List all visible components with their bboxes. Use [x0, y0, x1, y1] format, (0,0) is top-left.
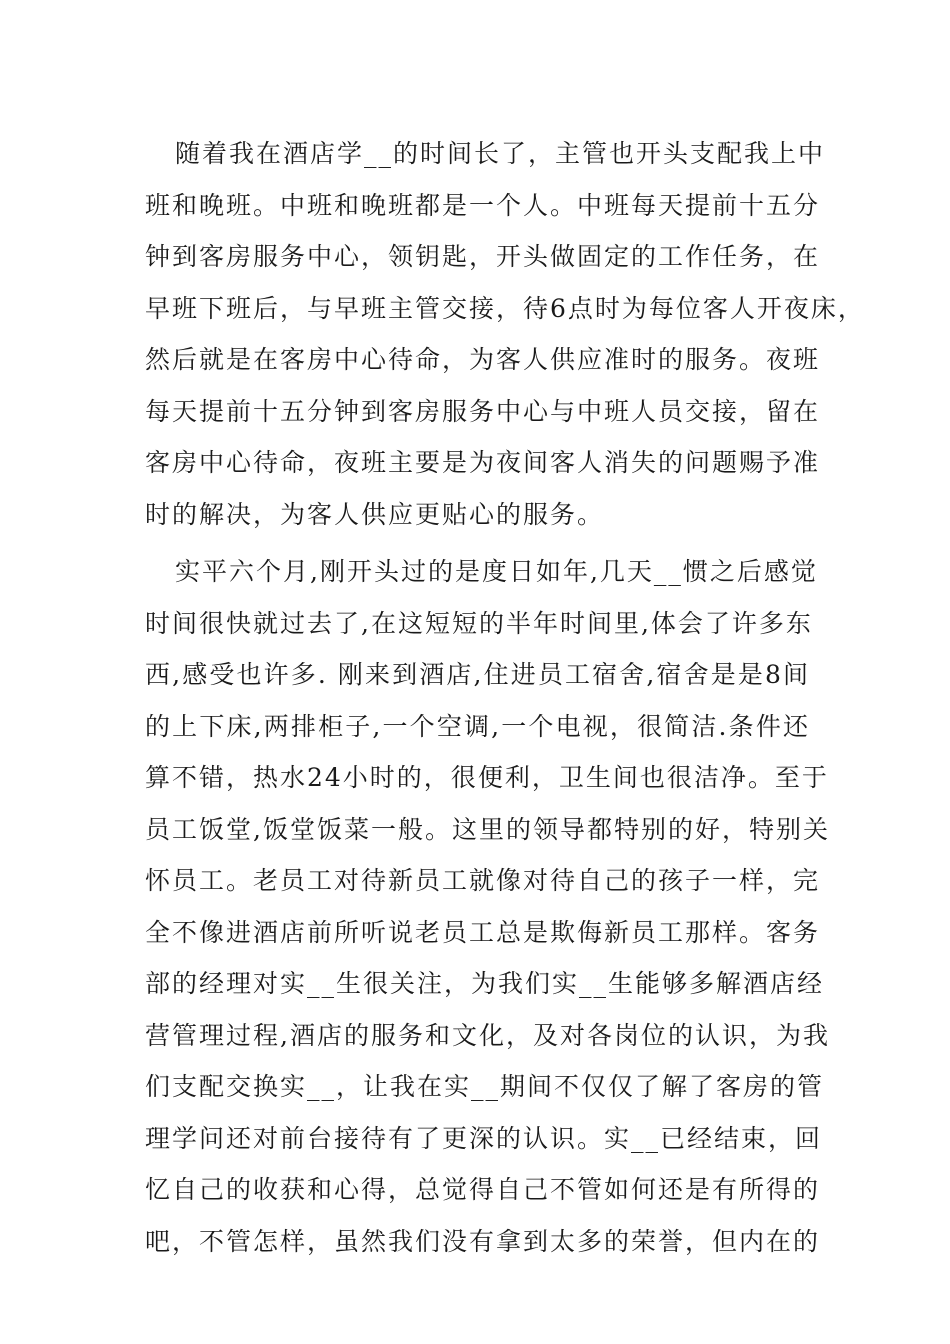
text-line: 钟到客房服务中心，领钥匙，开头做固定的工作任务，在	[145, 242, 821, 271]
text-line: 时的解决，为客人供应更贴心的服务。	[145, 499, 605, 529]
text-line: 忆自己的收获和心得，总觉得自己不管如何还是有所得的	[145, 1175, 821, 1204]
text-line: 实平六个月,刚开头过的是度日如年,几天__惯之后感觉	[175, 557, 818, 586]
text-line: 理学问还对前台接待有了更深的认识。实__已经结束，回	[145, 1123, 823, 1153]
paragraph-1	[145, 128, 865, 540]
text-line: 算不错，热水24小时的，很便利，卫生间也很洁净。至于	[145, 763, 829, 792]
text-line: 随着我在酒店学__的时间长了，主管也开头支配我上中	[175, 139, 826, 168]
text-line: 营管理过程,酒店的服务和文化，及对各岗位的认识，为我	[145, 1020, 830, 1050]
text-line: 们支配交换实__，让我在实__期间不仅仅了解了客房的管	[145, 1072, 825, 1101]
body-text	[145, 128, 865, 1267]
text-line: 部的经理对实__生很关注，为我们实__生能够多解酒店经	[145, 969, 825, 998]
text-line: 早班下班后，与早班主管交接，待6点时为每位客人开夜床，	[145, 293, 865, 323]
text-line: 的上下床,两排柜子,一个空调,一个电视，很简洁.条件还	[145, 711, 810, 741]
text-line: 时间很快就过去了,在这短短的半年时间里,体会了许多东	[145, 608, 813, 638]
text-line: 班和晚班。中班和晚班都是一个人。中班每天提前十五分	[145, 190, 821, 220]
text-line: 然后就是在客房中心待命，为客人供应准时的服务。夜班	[145, 345, 821, 374]
text-line: 客房中心待命，夜班主要是为夜间客人消失的问题赐予准	[145, 448, 821, 477]
paragraph-2	[145, 546, 830, 1267]
text-line: 每天提前十五分钟到客房服务中心与中班人员交接，留在	[145, 396, 821, 426]
text-line: 全不像进酒店前所听说老员工总是欺侮新员工那样。客务	[145, 917, 821, 947]
text-line: 西,感受也许多. 刚来到酒店,住进员工宿舍,宿舍是是8间	[145, 660, 810, 689]
text-line: 怀员工。老员工对待新员工就像对待自己的孩子一样，完	[145, 866, 821, 895]
text-line: 员工饭堂,饭堂饭菜一般。这里的领导都特别的好，特别关	[145, 814, 830, 844]
text-line: 吧，不管怎样，虽然我们没有拿到太多的荣誉，但内在的	[145, 1226, 821, 1256]
